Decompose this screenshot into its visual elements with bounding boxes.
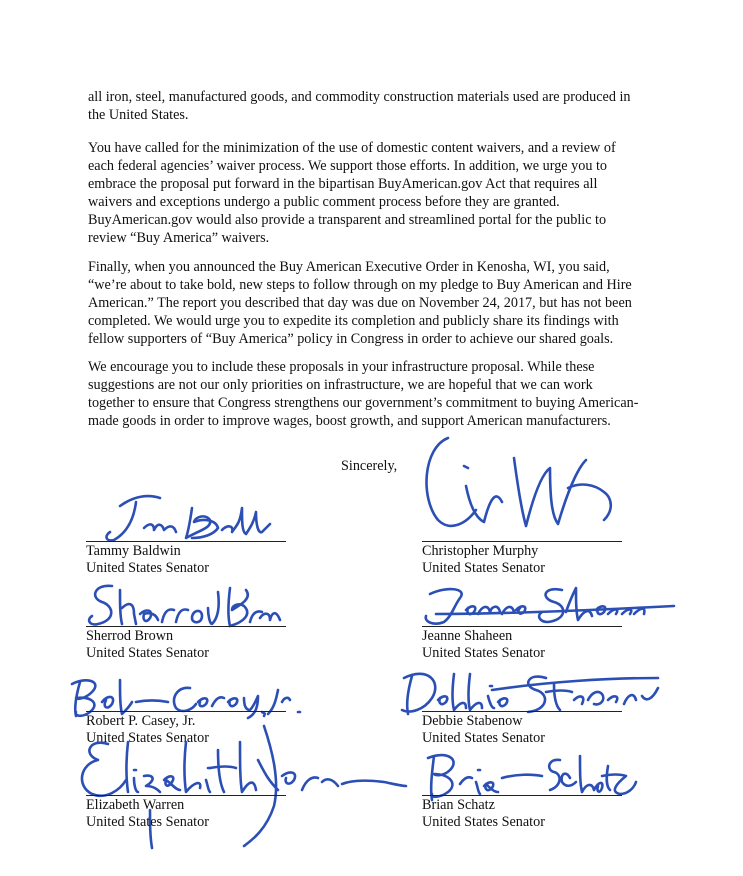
paragraph-2: You have called for the minimization of the use of domestic content waivers, and a review of each federal agencies’ waiver process. We support those efforts. In addition, we urge you to embrace the proposal put forward in the bipartisan BuyAmerican.gov Act that requires all waivers and exceptions undergo a public comment process before they are granted. BuyAmerican.gov would also provide a transparent and streamlined portal for the public to review “Buy America” waivers. — [88, 140, 616, 246]
paragraph-4: We encourage you to include these proposals in your infrastructure proposal. While these suggestions are not our only priorities on infrastructure, we are hopeful that we can work together to ensure that Congress strengthens our government’s commitment to buying American- made goods in order to improve wages, boost growth, and support American manufacturers. — [88, 359, 639, 429]
signature-jeanne-shaheen — [416, 580, 678, 630]
signer-name: Sherrod Brown — [86, 628, 174, 644]
signer-title: United States Senator — [422, 730, 545, 746]
signer-name: Elizabeth Warren — [86, 797, 185, 813]
signer-name: Brian Schatz — [422, 797, 495, 813]
signer-name: Robert P. Casey, Jr. — [86, 713, 196, 729]
signer-name: Jeanne Shaheen — [422, 628, 513, 644]
signature-christopher-murphy — [418, 428, 628, 540]
paragraph-3: Finally, when you announced the Buy American Executive Order in Kenosha, WI, you said, “we’re about to take bold, new steps to follow through on my pledge to Buy American and Hire American.” The report you described that day was due on November 24, 2017, but has not been completed. We would urge you to expedite its completion and publicly share its findings with fellow supporters of “Buy America” policy in Congress in order to achieve our shared goals. — [88, 259, 632, 347]
closing-salutation: Sincerely, — [341, 458, 398, 474]
signer-title: United States Senator — [86, 560, 209, 576]
signature-tammy-baldwin — [100, 478, 280, 548]
signer-title: United States Senator — [86, 730, 209, 746]
signer-title: United States Senator — [422, 560, 545, 576]
signer-name: Christopher Murphy — [422, 543, 539, 559]
signer-title: United States Senator — [86, 814, 209, 830]
signer-title: United States Senator — [422, 814, 545, 830]
signer-name: Tammy Baldwin — [86, 543, 181, 559]
signer-name: Debbie Stabenow — [422, 713, 523, 729]
signer-title: United States Senator — [422, 645, 545, 661]
signer-title: United States Senator — [86, 645, 209, 661]
paragraph-1: all iron, steel, manufactured goods, and commodity construction materials used are produced in the United States. — [88, 89, 631, 123]
